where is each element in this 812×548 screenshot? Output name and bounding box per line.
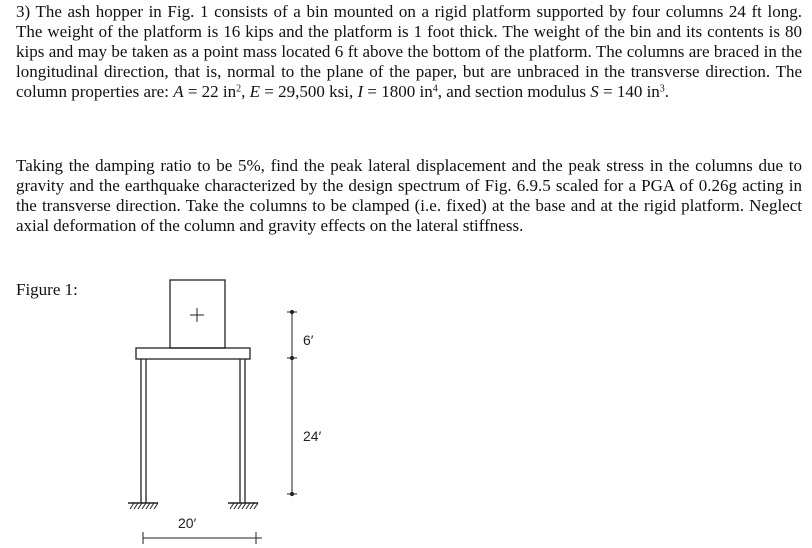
modulus-value: = 29,500 ksi, bbox=[260, 82, 358, 101]
area-value: = 22 in bbox=[183, 82, 237, 101]
section-modulus-value: = 140 in bbox=[598, 82, 660, 101]
inertia-exponent: 4 bbox=[432, 83, 438, 95]
right-fixed-support bbox=[228, 503, 258, 509]
task-statement: Taking the damping ratio to be 5%, find the peak lateral displacement and the peak stress in the columns due to gravity and the earthquake characterized by the design spectrum of Fig. 6.9.5 scaled for a PGA of 0.26g acting in the transverse direction. Take the columns to be clamped (i.e. fixed) at the base and at the rigid platform. Neglect axial deformation of the column and gravity effects on the lateral stiffness. bbox=[16, 156, 802, 235]
inertia-symbol: I bbox=[357, 82, 364, 101]
section-modulus-symbol: S bbox=[590, 82, 599, 101]
bin-center-mark bbox=[190, 308, 204, 322]
left-column bbox=[141, 359, 146, 503]
platform bbox=[136, 348, 250, 359]
bin-height-label: 6′ bbox=[303, 332, 314, 348]
column-height-label: 24′ bbox=[303, 428, 322, 444]
horizontal-dimension-line bbox=[143, 532, 262, 544]
statement-period: . bbox=[664, 82, 670, 101]
area-exponent: 2 bbox=[236, 83, 242, 95]
problem-intro-text: 3) The ash hopper in Fig. 1 consists of a bin mounted on a rigid platform supported by four columns 24 ft long. The weight of the platform is 16 kips and the platform is 1 foot thick. The weight of the bin and its contents is 80 kips and may be taken as a point mass located 6 ft above the bottom of the platform. The columns are braced in the longitudinal direction, that is, normal to the plane of the paper, but are unbraced in the transverse direction. The column properties are: bbox=[16, 2, 802, 101]
figure-label: Figure 1: bbox=[16, 280, 78, 299]
right-column bbox=[240, 359, 245, 503]
span-width-label: 20′ bbox=[178, 515, 197, 531]
inertia-value: = 1800 in bbox=[363, 82, 433, 101]
section-modulus-exponent: 3 bbox=[659, 83, 665, 95]
modulus-symbol: , E bbox=[241, 82, 261, 101]
left-fixed-support bbox=[128, 503, 158, 509]
area-symbol: A bbox=[173, 82, 184, 101]
section-modulus-lead: , and section modulus bbox=[437, 82, 591, 101]
vertical-dimension-line bbox=[287, 310, 297, 496]
